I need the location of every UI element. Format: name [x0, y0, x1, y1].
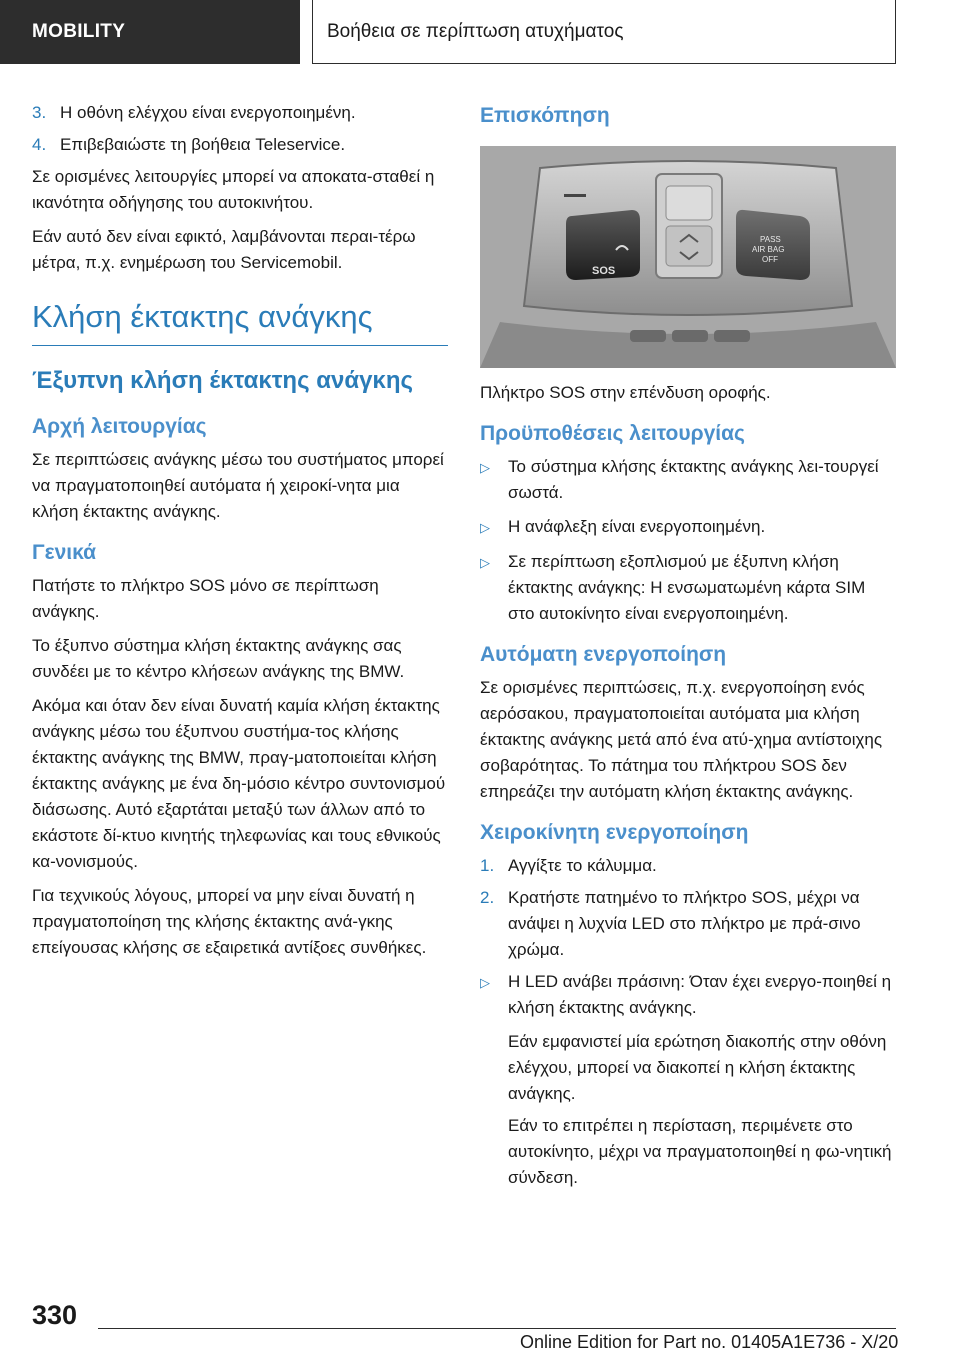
step-number: 1.	[480, 856, 495, 875]
step-number: 2.	[480, 888, 495, 907]
list-item	[32, 100, 448, 126]
sos-button-photo	[480, 146, 896, 368]
paragraph: Σε ορισμένες περιπτώσεις, π.χ. ενεργοποίηση ενός αερόσακου, πραγματοποιείται αυτόματα μια κλήση έκτακτης ανάγκης μετά από ένα ατύ-χημα αντίστοιχης σοβαρότητας. Το πάτημα του πλήκτρου SOS δεν επηρεάζει την αυτόματη κλήση έκτακτης ανάγκης.	[480, 678, 883, 801]
left-column	[32, 100, 448, 969]
bullet-text: Σε περίπτωση εξοπλισμού με έξυπνη κλήση έκτακτης ανάγκης: Η ενσωματωμένη κάρτα SIM στο αυτοκίνητο είναι ενεργοποιημένη.	[508, 552, 866, 623]
heading-prerequisites: Προϋποθέσεις λειτουργίας	[480, 422, 745, 445]
sos-key-label: SOS	[592, 265, 616, 277]
paragraph: Πατήστε το πλήκτρο SOS μόνο σε περίπτωση ανάγκης.	[32, 576, 379, 621]
bullet-text: Η LED ανάβει πράσινη: Όταν έχει ενεργο-ποιηθεί η κλήση έκτακτης ανάγκης.	[508, 972, 892, 1017]
paragraph: Εάν εμφανιστεί μία ερώτηση διακοπής στην οθόνη ελέγχου, μπορεί να διακοπεί η κλήση έκτακτης ανάγκης.	[508, 1032, 887, 1103]
paragraph: Σε ορισμένες λειτουργίες μπορεί να αποκατα-σταθεί η ικανότητα οδήγησης του αυτοκινήτου.	[32, 167, 435, 212]
footer-edition: Online Edition for Part no. 01405A1E736 - X/20	[520, 1332, 899, 1352]
step-number: 3.	[32, 103, 47, 122]
step-text: Αγγίξτε το κάλυμμα.	[508, 856, 657, 875]
triangle-bullet-icon: ▷	[480, 975, 490, 990]
subsection-title: Έξυπνη κλήση έκτακτης ανάγκης	[32, 367, 413, 394]
bullet-text: Το σύστημα κλήσης έκτακτης ανάγκης λει-τουργεί σωστά.	[508, 457, 879, 502]
heading-automatic: Αυτόματη ενεργοποίηση	[480, 643, 727, 666]
step-number: 4.	[32, 135, 47, 154]
heading-principle: Αρχή λειτουργίας	[32, 415, 207, 438]
paragraph: Για τεχνικούς λόγους, μπορεί να μην είναι δυνατή η πραγματοποίηση της κλήσης έκτακτης ανά-γκης επείγουσας κλήσης σε εξαιρετικά αντίξοες συνθήκες.	[32, 886, 427, 957]
heading-general: Γενικά	[32, 541, 97, 564]
header-section: MOBILITY	[0, 0, 300, 64]
paragraph: Το έξυπνο σύστημα κλήση έκτακτης ανάγκης σας συνδέει με το κέντρο κλήσεων ανάγκης της BMW.	[32, 636, 405, 681]
heading-manual: Χειροκίνητη ενεργοποίηση	[480, 821, 749, 844]
bullet-text: Η ανάφλεξη είναι ενεργοποιημένη.	[508, 517, 766, 536]
section-title: Κλήση έκτακτης ανάγκης	[32, 298, 448, 346]
header-chapter: Βοήθεια σε περίπτωση ατυχήματος	[312, 0, 896, 64]
list-item	[480, 969, 896, 1021]
overhead-console-illustration	[480, 146, 896, 368]
airbag-label-2: AIR BAG	[752, 245, 785, 254]
paragraph: Σε περιπτώσεις ανάγκης μέσω του συστήματος μπορεί να πραγματοποιηθεί αυτόματα ή χειροκί-νητα μια κλήση έκτακτης ανάγκης.	[32, 450, 444, 521]
figure-caption: Πλήκτρο SOS στην επένδυση οροφής.	[480, 383, 771, 402]
paragraph: Ακόμα και όταν δεν είναι δυνατή καμία κλήση έκτακτης ανάγκης μέσω του έξυπνου συστήμα-τος κλήσης έκτακτης ανάγκης της BMW, πραγ-ματοποιείται κλήση έκτακτης ανάγκης με ένα δη-μόσιο κέντρο συντονισμού διάσωσης. Αυτό εξαρτάται μεταξύ των άλλων από το εκάστοτε δί-κτυο κινητής τηλεφωνίας και τους εθνικούς κα-νονισμούς.	[32, 696, 446, 871]
list-item	[480, 885, 896, 963]
list-item	[32, 132, 448, 158]
footer-divider	[98, 1328, 896, 1329]
triangle-bullet-icon: ▷	[480, 555, 490, 570]
heading-overview: Επισκόπηση	[480, 104, 610, 127]
list-item	[480, 549, 896, 627]
list-item	[480, 454, 896, 506]
triangle-bullet-icon: ▷	[480, 520, 490, 535]
list-item	[480, 514, 896, 541]
airbag-label-3: OFF	[762, 255, 778, 264]
paragraph: Εάν αυτό δεν είναι εφικτό, λαμβάνονται περαι-τέρω μέτρα, π.χ. ενημέρωση του Servicemobil.	[32, 227, 416, 272]
page-number: 330	[32, 1300, 78, 1330]
list-item	[480, 853, 896, 879]
paragraph: Εάν το επιτρέπει η περίσταση, περιμένετε στο αυτοκίνητο, μέχρι να πραγματοποιηθεί η φω-νητική σύνδεση.	[508, 1116, 892, 1187]
step-text: Η οθόνη ελέγχου είναι ενεργοποιημένη.	[60, 103, 356, 122]
airbag-label-1: PASS	[760, 235, 781, 244]
step-text: Κρατήστε πατημένο το πλήκτρο SOS, μέχρι να ανάψει η λυχνία LED στο πλήκτρο με πρά-σινο χρώμα.	[508, 888, 861, 959]
triangle-bullet-icon: ▷	[480, 460, 490, 475]
step-text: Επιβεβαιώστε τη βοήθεια Teleservice.	[60, 135, 346, 154]
right-column	[480, 100, 896, 1197]
